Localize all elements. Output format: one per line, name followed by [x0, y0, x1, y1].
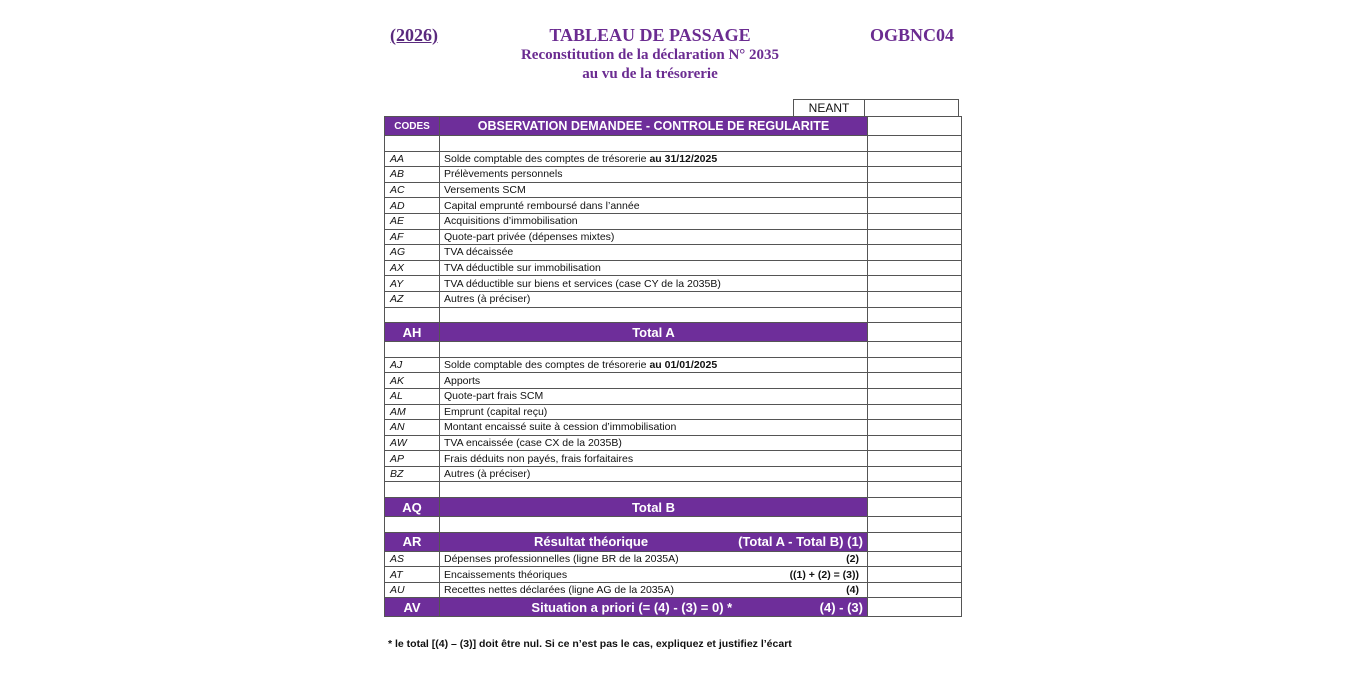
- row-code: AU: [385, 582, 440, 598]
- blank-value-cell[interactable]: [868, 307, 962, 323]
- row-code: AX: [385, 260, 440, 276]
- result-row: [385, 532, 962, 551]
- passage-table: [384, 99, 961, 617]
- row-label: [440, 373, 868, 389]
- blank-code-cell: [385, 307, 440, 323]
- row-label-text: Solde comptable des comptes de trésorerie: [444, 152, 650, 165]
- row-code: AZ: [385, 291, 440, 307]
- observation-header: OBSERVATION DEMANDEE - CONTROLE DE REGULARITE: [440, 117, 868, 136]
- row-label: [440, 213, 868, 229]
- form-title: TABLEAU DE PASSAGE: [549, 25, 751, 45]
- table-row: [385, 388, 962, 404]
- blank-value-cell[interactable]: [868, 342, 962, 358]
- neant-checkbox[interactable]: [865, 99, 959, 116]
- blank-code-cell: [385, 136, 440, 152]
- row-label-text: Encaissements théoriques: [444, 568, 568, 581]
- neant-label: NEANT: [793, 99, 865, 116]
- row-value-input[interactable]: [868, 373, 962, 389]
- row-label-text: TVA déductible sur biens et services (case CY de la 2035B): [444, 277, 721, 290]
- row-label-text: Frais déduits non payés, frais forfaitaires: [444, 452, 634, 465]
- row-value-input[interactable]: [868, 404, 962, 420]
- row-code: AL: [385, 388, 440, 404]
- blank-row: [385, 342, 962, 358]
- result-row-label: [440, 532, 868, 551]
- blank-label-cell: [440, 342, 868, 358]
- table-body: [385, 117, 962, 617]
- table-row: [385, 466, 962, 482]
- row-code: AP: [385, 451, 440, 467]
- table-row: [385, 357, 962, 373]
- table-row: [385, 229, 962, 245]
- row-code: AF: [385, 229, 440, 245]
- row-code: BZ: [385, 466, 440, 482]
- row-value-input[interactable]: [868, 213, 962, 229]
- row-value-input[interactable]: [868, 229, 962, 245]
- blank-value-cell[interactable]: [868, 517, 962, 533]
- row-value-input[interactable]: [868, 451, 962, 467]
- table-row: [385, 198, 962, 214]
- row-label: [440, 435, 868, 451]
- table-row: [385, 213, 962, 229]
- result-row-title: Résultat théorique: [533, 534, 649, 550]
- total-a-row-code: AH: [385, 323, 440, 342]
- table-row: [385, 276, 962, 292]
- total-b-row-value[interactable]: [868, 498, 962, 517]
- row-formula: (2): [846, 552, 859, 565]
- situation-row-title: Situation a priori (= (4) - (3) = 0) *: [531, 599, 733, 615]
- table-row: [385, 582, 962, 598]
- result-row-formula: (Total A - Total B) (1): [738, 534, 863, 550]
- row-code: AC: [385, 182, 440, 198]
- table-row: [385, 182, 962, 198]
- blank-value-cell[interactable]: [868, 136, 962, 152]
- row-value-input[interactable]: [868, 567, 962, 583]
- row-label: [440, 404, 868, 420]
- row-label: [440, 466, 868, 482]
- blank-code-cell: [385, 342, 440, 358]
- row-value-input[interactable]: [868, 357, 962, 373]
- row-label-text: Dépenses professionnelles (ligne BR de la 2035A): [444, 552, 679, 565]
- table-row: [385, 245, 962, 261]
- row-label: [440, 276, 868, 292]
- row-code: AT: [385, 567, 440, 583]
- situation-row-code: AV: [385, 598, 440, 617]
- row-value-input[interactable]: [868, 582, 962, 598]
- row-code: AW: [385, 435, 440, 451]
- row-label: [440, 182, 868, 198]
- row-label: [440, 451, 868, 467]
- row-label-text: Autres (à préciser): [444, 468, 531, 481]
- total-b-row-code: AQ: [385, 498, 440, 517]
- row-value-input[interactable]: [868, 388, 962, 404]
- row-code: AD: [385, 198, 440, 214]
- table-row: [385, 291, 962, 307]
- row-label: [440, 260, 868, 276]
- blank-row: [385, 482, 962, 498]
- row-formula: (4): [846, 584, 859, 597]
- row-value-input[interactable]: [868, 167, 962, 183]
- blank-label-cell: [440, 482, 868, 498]
- row-label-date: au 31/12/2025: [649, 152, 718, 165]
- row-code: AB: [385, 167, 440, 183]
- footnote: * le total [(4) – (3)] doit être nul. Si ce n’est pas le cas, expliquez et justifiez l’écart: [388, 638, 792, 650]
- table-row: [385, 404, 962, 420]
- value-header: [868, 117, 962, 136]
- table-row: [385, 451, 962, 467]
- codes-header: CODES: [385, 117, 440, 136]
- form-subtitle: Reconstitution de la déclaration N° 2035: [520, 47, 780, 63]
- row-label: [440, 229, 868, 245]
- situation-row-formula: (4) - (3): [819, 599, 863, 615]
- result-row-code: AR: [385, 532, 440, 551]
- row-value-input[interactable]: [868, 245, 962, 261]
- row-value-input[interactable]: [868, 420, 962, 436]
- row-label-text: Apports: [444, 374, 481, 387]
- row-code: AJ: [385, 357, 440, 373]
- row-label-text: Versements SCM: [444, 184, 526, 197]
- row-code: AE: [385, 213, 440, 229]
- row-code: AG: [385, 245, 440, 261]
- total-b-row: [385, 498, 962, 517]
- table-row: [385, 435, 962, 451]
- row-label-text: Capital emprunté remboursé dans l’année: [444, 199, 640, 212]
- row-label-text: Acquisitions d’immobilisation: [444, 215, 578, 228]
- row-label: [440, 198, 868, 214]
- situation-row-value[interactable]: [868, 598, 962, 617]
- row-label: [440, 245, 868, 261]
- row-label-text: Quote-part frais SCM: [444, 390, 544, 403]
- row-label: [440, 582, 868, 598]
- row-value-input[interactable]: [868, 466, 962, 482]
- form-subtitle-2: au vu de la trésorerie: [582, 66, 718, 82]
- table-row: [385, 551, 962, 567]
- table-row: [385, 373, 962, 389]
- row-formula: ((1) + (2) = (3)): [789, 568, 859, 581]
- table-row: [385, 567, 962, 583]
- situation-row-label: [440, 598, 868, 617]
- row-label-text: Autres (à préciser): [444, 293, 531, 306]
- total-a-row: [385, 323, 962, 342]
- form-code: OGBNC04: [870, 25, 955, 45]
- row-label: [440, 388, 868, 404]
- table-row: [385, 167, 962, 183]
- situation-row: [385, 598, 962, 617]
- row-code: AM: [385, 404, 440, 420]
- row-value-input[interactable]: [868, 260, 962, 276]
- row-label-text: TVA décaissée: [444, 246, 514, 259]
- total-a-row-label: Total A: [440, 323, 868, 342]
- row-label-text: Prélèvements personnels: [444, 168, 563, 181]
- row-label: [440, 420, 868, 436]
- total-a-row-value[interactable]: [868, 323, 962, 342]
- row-label-date: au 01/01/2025: [649, 359, 718, 372]
- table-row: [385, 260, 962, 276]
- blank-row: [385, 136, 962, 152]
- blank-code-cell: [385, 517, 440, 533]
- row-label: [440, 357, 868, 373]
- row-value-input[interactable]: [868, 551, 962, 567]
- row-value-input[interactable]: [868, 291, 962, 307]
- total-b-row-label: Total B: [440, 498, 868, 517]
- result-row-value[interactable]: [868, 532, 962, 551]
- row-label-text: Solde comptable des comptes de trésorerie: [444, 359, 650, 372]
- table-row: [385, 151, 962, 167]
- row-code: AS: [385, 551, 440, 567]
- row-label-text: Emprunt (capital reçu): [444, 405, 548, 418]
- row-label-text: Recettes nettes déclarées (ligne AG de la 2035A): [444, 584, 674, 597]
- row-label: [440, 167, 868, 183]
- blank-value-cell[interactable]: [868, 482, 962, 498]
- neant-row: [384, 99, 961, 116]
- observation-table: [384, 116, 962, 617]
- row-code: AK: [385, 373, 440, 389]
- row-value-input[interactable]: [868, 276, 962, 292]
- row-value-input[interactable]: [868, 151, 962, 167]
- row-code: AA: [385, 151, 440, 167]
- blank-code-cell: [385, 482, 440, 498]
- row-label: [440, 291, 868, 307]
- row-code: AY: [385, 276, 440, 292]
- row-label-text: TVA encaissée (case CX de la 2035B): [444, 436, 622, 449]
- row-label-text: Quote-part privée (dépenses mixtes): [444, 230, 615, 243]
- row-label-text: TVA déductible sur immobilisation: [444, 262, 601, 275]
- blank-row: [385, 517, 962, 533]
- table-header-row: [385, 117, 962, 136]
- row-label: [440, 567, 868, 583]
- row-label: [440, 551, 868, 567]
- row-label-text: Montant encaissé suite à cession d’immobilisation: [444, 421, 677, 434]
- blank-label-cell: [440, 136, 868, 152]
- row-value-input[interactable]: [868, 435, 962, 451]
- row-label: [440, 151, 868, 167]
- blank-label-cell: [440, 517, 868, 533]
- form-year: (2026): [390, 25, 438, 45]
- blank-row: [385, 307, 962, 323]
- row-value-input[interactable]: [868, 182, 962, 198]
- blank-label-cell: [440, 307, 868, 323]
- table-row: [385, 420, 962, 436]
- row-code: AN: [385, 420, 440, 436]
- row-value-input[interactable]: [868, 198, 962, 214]
